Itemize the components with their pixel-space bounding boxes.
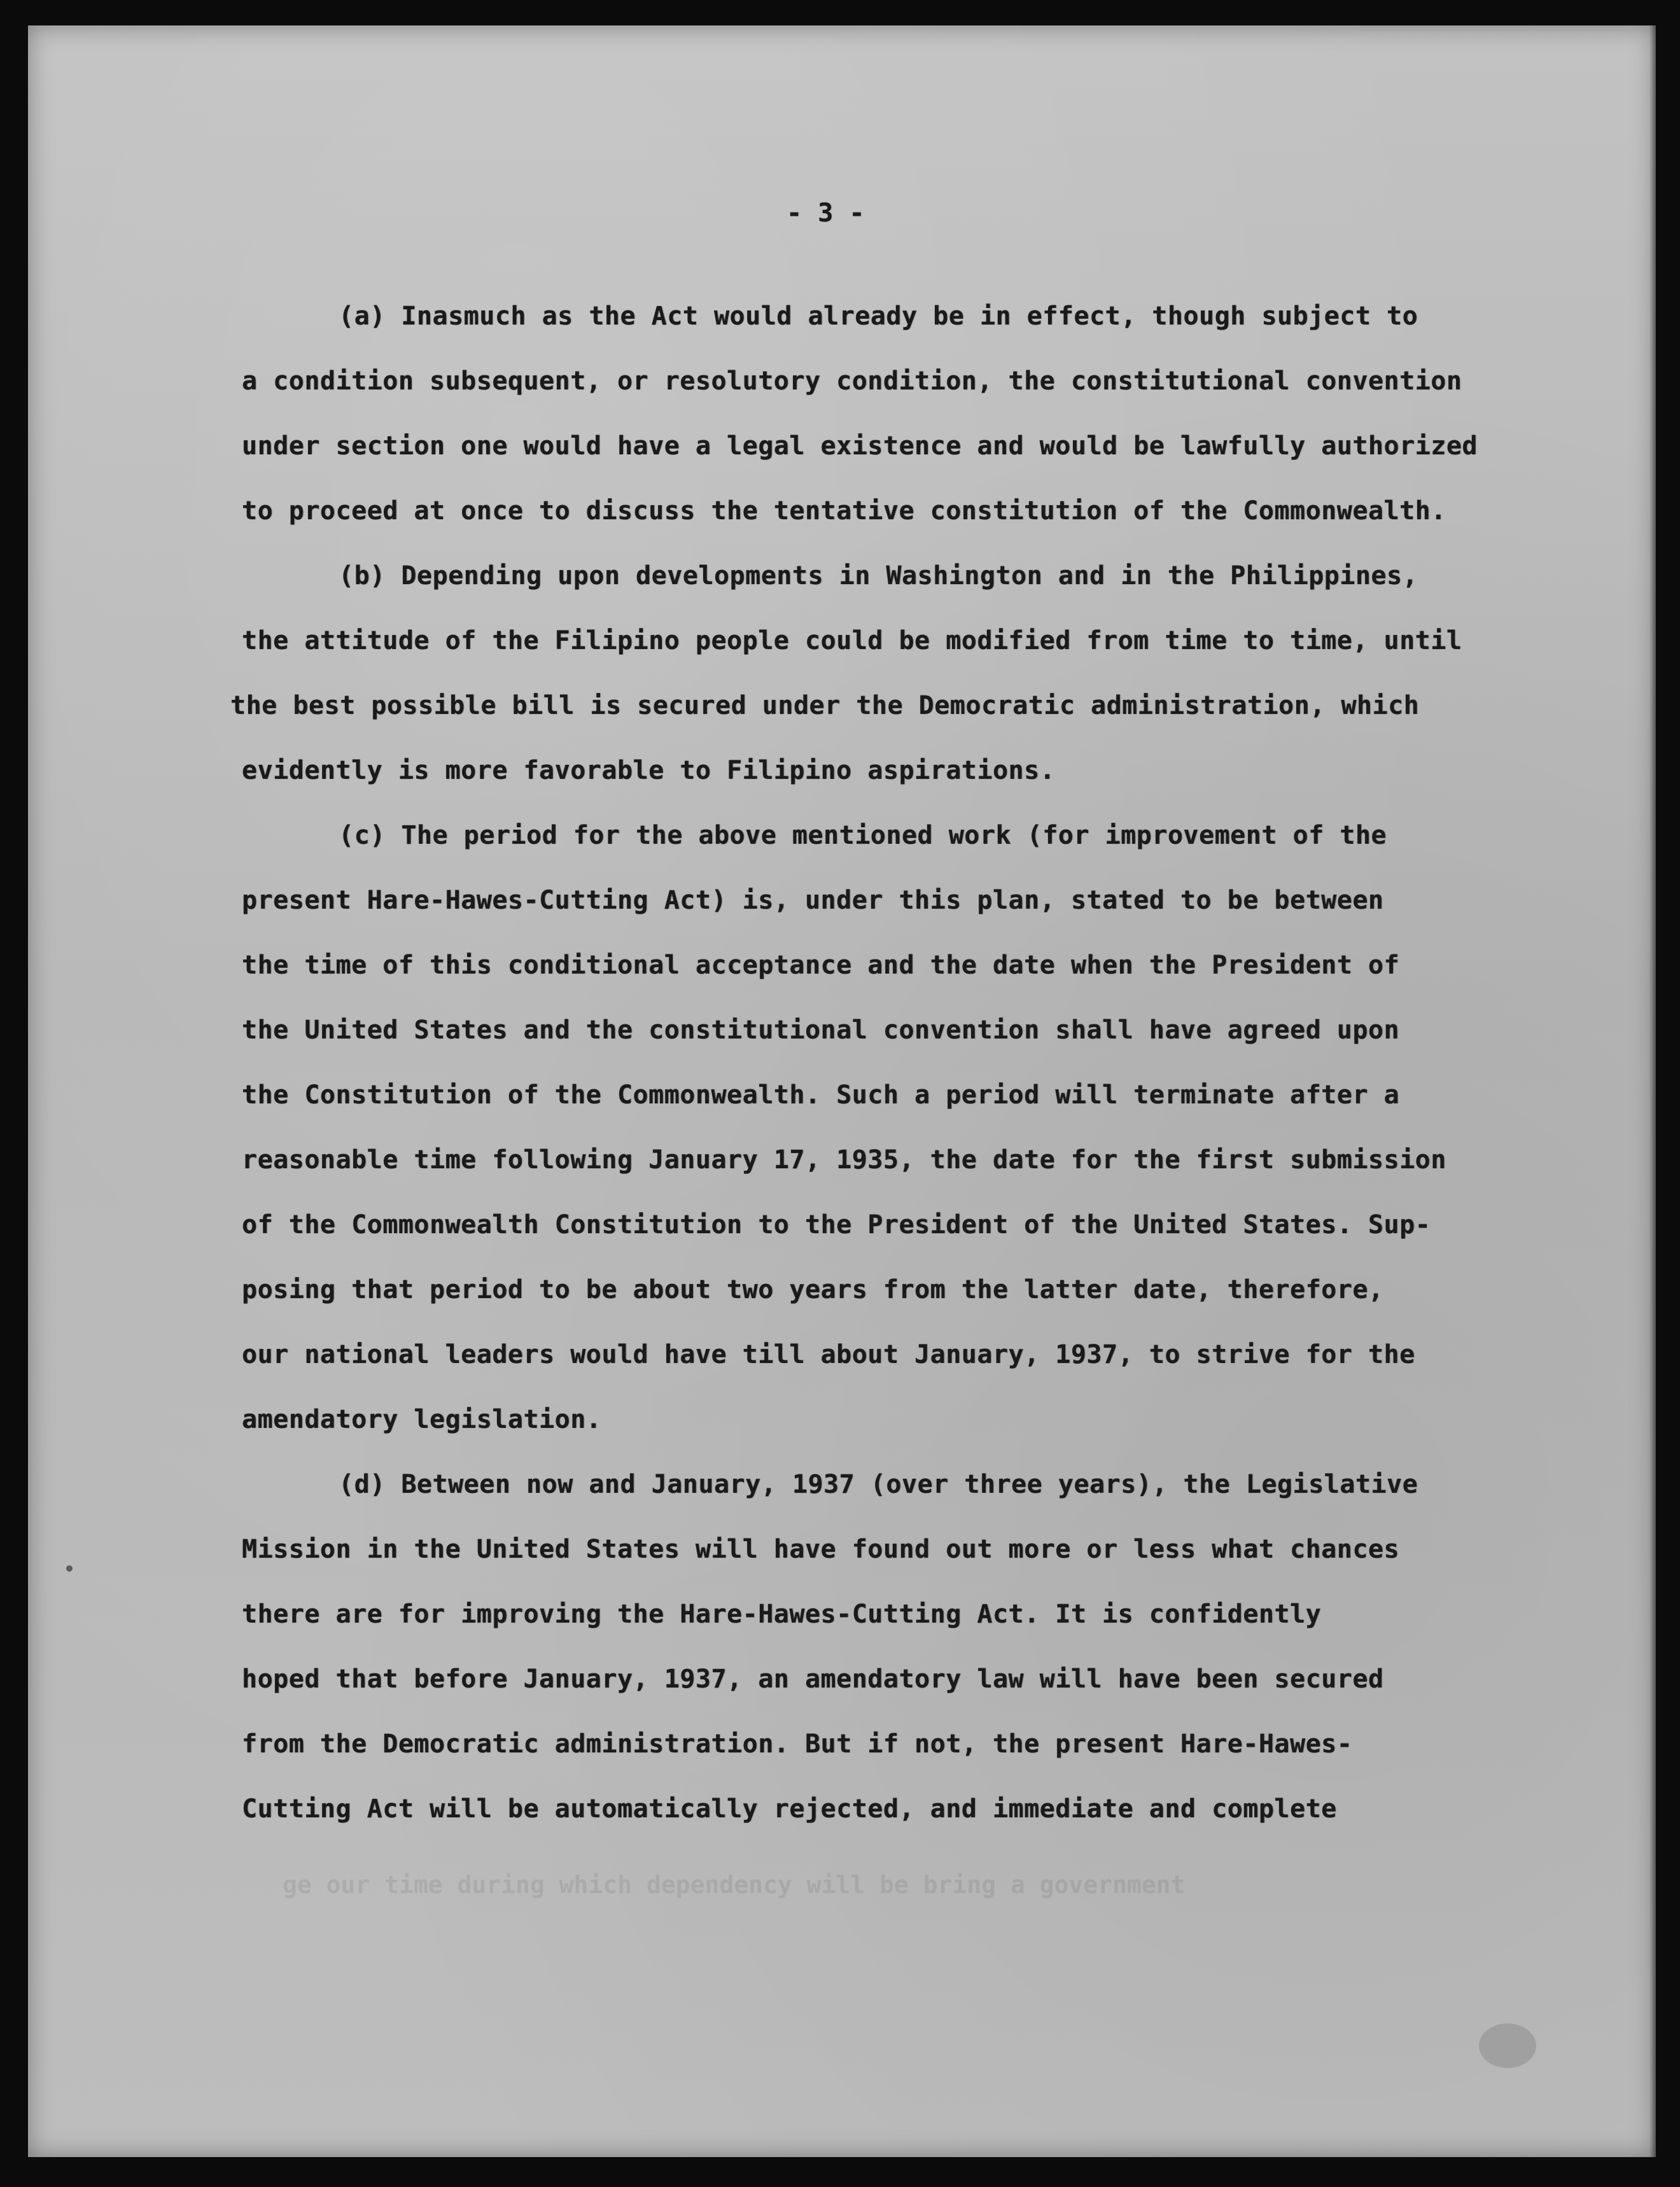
text-line: our national leaders would have till about January, 1937, to strive for the — [242, 1340, 1415, 1369]
text-line: the attitude of the Filipino people could be modified from time to time, until — [242, 626, 1462, 655]
text-line: there are for improving the Hare-Hawes-Cutting Act. It is confidently — [242, 1600, 1322, 1629]
text-line: reasonable time following January 17, 1935, the date for the first submission — [242, 1145, 1446, 1175]
text-line: (c) The period for the above mentioned work (for improvement of the — [339, 821, 1387, 850]
text-line: the United States and the constitutional convention shall have agreed upon — [242, 1016, 1400, 1045]
text-line: Cutting Act will be automatically rejected, and immediate and complete — [242, 1794, 1337, 1824]
show-through-text: ge our time during which dependency will be bring a government — [283, 1871, 1186, 1899]
text-line: Mission in the United States will have found out more or less what chances — [242, 1535, 1400, 1564]
text-line: the time of this conditional acceptance and the date when the President of — [242, 951, 1400, 980]
text-line: (a) Inasmuch as the Act would already be in effect, though subject to — [339, 302, 1418, 331]
text-line: hoped that before January, 1937, an amendatory law will have been secured — [242, 1665, 1384, 1694]
text-line: posing that period to be about two years from the latter date, therefore, — [242, 1275, 1384, 1304]
text-line: to proceed at once to discuss the tentative constitution of the Commonwealth. — [242, 496, 1446, 526]
page-number: - 3 - — [787, 199, 865, 228]
paper-smudge — [1479, 2023, 1536, 2068]
text-line: of the Commonwealth Constitution to the President of the United States. Sup- — [242, 1210, 1431, 1240]
paper-smudge — [66, 1565, 73, 1572]
text-line: the best possible bill is secured under the Democratic administration, which — [230, 691, 1420, 720]
text-line: present Hare-Hawes-Cutting Act) is, under this plan, stated to be between — [242, 886, 1384, 915]
text-line: (b) Depending upon developments in Washington and in the Philippines, — [339, 561, 1418, 590]
text-line: (d) Between now and January, 1937 (over three years), the Legislative — [339, 1470, 1418, 1499]
text-line: a condition subsequent, or resolutory condition, the constitutional convention — [242, 367, 1462, 396]
text-line: from the Democratic administration. But if not, the present Hare-Hawes- — [242, 1729, 1353, 1759]
text-line: under section one would have a legal existence and would be lawfully authorized — [242, 431, 1478, 461]
text-line: evidently is more favorable to Filipino aspirations. — [242, 756, 1056, 785]
text-line: amendatory legislation. — [242, 1405, 602, 1434]
sheet-edge-shadow — [1649, 25, 1656, 2157]
text-line: the Constitution of the Commonwealth. Such a period will terminate after a — [242, 1080, 1400, 1110]
